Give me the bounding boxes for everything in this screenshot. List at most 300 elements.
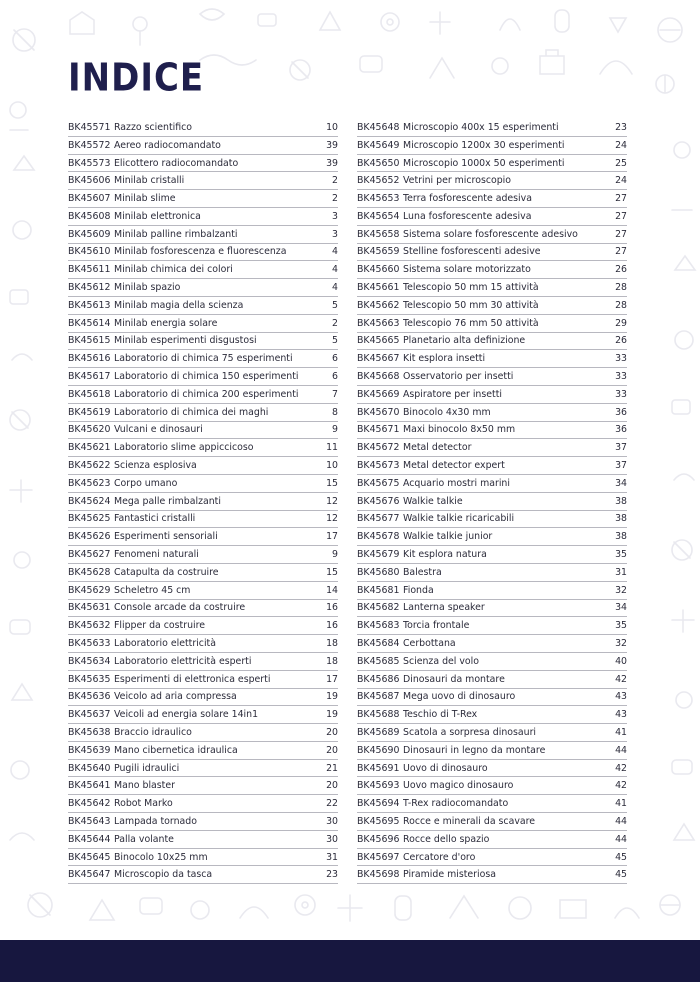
item-page: 40 — [615, 655, 627, 667]
item-page: 7 — [332, 388, 338, 400]
item-name: Acquario mostri marini — [403, 477, 510, 489]
index-row — [68, 689, 338, 707]
item-name: Esperimenti sensoriali — [114, 531, 218, 543]
item-page: 28 — [615, 282, 627, 294]
item-name: Console arcade da costruire — [114, 602, 246, 614]
index-row — [68, 795, 338, 813]
index-row — [357, 297, 627, 315]
item-page: 19 — [326, 691, 338, 703]
item-code: BK45675 — [357, 477, 400, 489]
item-page: 42 — [615, 780, 627, 792]
index-row — [68, 582, 338, 600]
index-row — [357, 261, 627, 279]
item-name: Veicoli ad energia solare 14in1 — [114, 709, 259, 721]
item-page: 22 — [326, 798, 338, 810]
item-name: Uovo magico dinosauro — [403, 780, 514, 792]
index-row — [68, 226, 338, 244]
item-name: Binocolo 4x30 mm — [403, 406, 491, 418]
index-row — [357, 653, 627, 671]
item-name: Minilab slime — [114, 193, 176, 205]
index-row — [68, 671, 338, 689]
item-name: Scatola a sorpresa dinosauri — [403, 727, 537, 738]
item-page: 20 — [326, 780, 338, 792]
item-name: Telescopio 76 mm 50 attività — [403, 317, 539, 329]
item-code: BK45617 — [68, 371, 111, 383]
item-code: BK45658 — [357, 228, 400, 240]
item-name: Razzo scientifico — [114, 121, 193, 133]
item-name: Aereo radiocomandato — [114, 139, 221, 151]
item-page: 6 — [332, 353, 338, 365]
item-code: BK45608 — [68, 210, 111, 222]
item-code: BK45642 — [68, 798, 111, 810]
item-name: Palla volante — [114, 833, 174, 845]
item-code: BK45663 — [357, 317, 400, 329]
item-code: BK45571 — [68, 121, 111, 133]
item-name: Rocce e minerali da scavare — [403, 815, 536, 827]
item-code: BK45641 — [68, 780, 111, 792]
item-name: Kit esplora insetti — [403, 353, 486, 365]
index-row — [68, 457, 338, 475]
item-page: 10 — [326, 460, 338, 472]
item-code: BK45661 — [357, 282, 400, 294]
item-code: BK45612 — [68, 282, 111, 294]
item-name: Laboratorio slime appiccicoso — [114, 442, 254, 454]
item-page: 31 — [615, 566, 627, 578]
index-row — [68, 600, 338, 618]
index-row — [357, 600, 627, 618]
item-code: BK45698 — [357, 869, 400, 881]
item-name: Rocce dello spazio — [403, 833, 490, 845]
item-page: 4 — [332, 282, 338, 294]
index-row — [68, 119, 338, 137]
index-row — [357, 279, 627, 297]
item-code: BK45623 — [68, 477, 111, 489]
index-row — [68, 742, 338, 760]
item-page: 15 — [326, 477, 338, 489]
index-row — [357, 511, 627, 529]
item-page: 2 — [332, 175, 338, 187]
index-row — [68, 564, 338, 582]
index-row — [68, 777, 338, 795]
item-page: 5 — [332, 299, 338, 311]
index-row — [357, 119, 627, 137]
index-row — [357, 350, 627, 368]
item-page: 26 — [615, 264, 627, 276]
index-row — [357, 439, 627, 457]
item-code: BK45678 — [357, 531, 400, 543]
index-column-right — [357, 119, 627, 884]
index-row — [357, 849, 627, 867]
item-code: BK45677 — [357, 513, 400, 525]
item-code: BK45691 — [357, 762, 400, 774]
index-row — [68, 475, 338, 493]
item-code: BK45667 — [357, 353, 400, 365]
item-code: BK45644 — [68, 833, 111, 845]
item-code: BK45639 — [68, 744, 111, 756]
index-row — [68, 813, 338, 831]
index-row — [68, 244, 338, 262]
item-name: Microscopio 1200x 30 esperimenti — [403, 139, 565, 151]
item-code: BK45606 — [68, 175, 111, 187]
item-page: 15 — [326, 566, 338, 578]
item-code: BK45693 — [357, 780, 400, 792]
item-page: 25 — [615, 157, 627, 169]
item-page: 12 — [326, 513, 338, 525]
item-code: BK45653 — [357, 193, 400, 205]
item-code: BK45662 — [357, 299, 400, 311]
item-page: 29 — [615, 317, 627, 329]
item-name: T-Rex radiocomandato — [403, 798, 509, 810]
index-row — [68, 760, 338, 778]
item-page: 14 — [326, 584, 338, 596]
index-row — [357, 244, 627, 262]
item-name: Aspiratore per insetti — [403, 388, 502, 400]
item-page: 44 — [615, 744, 627, 756]
item-page: 35 — [615, 620, 627, 632]
item-code: BK45572 — [68, 139, 111, 151]
item-code: BK45679 — [357, 549, 400, 561]
item-name: Minilab spazio — [114, 282, 181, 294]
item-page: 34 — [615, 602, 627, 614]
item-name: Minilab elettronica — [114, 210, 201, 222]
item-name: Binocolo 10x25 mm — [114, 851, 208, 863]
item-name: Metal detector expert — [403, 460, 505, 472]
item-page: 24 — [615, 139, 627, 151]
index-row — [68, 261, 338, 279]
item-code: BK45615 — [68, 335, 111, 347]
item-name: Robot Marko — [114, 798, 173, 810]
item-name: Scienza esplosiva — [114, 460, 197, 472]
item-code: BK45670 — [357, 406, 400, 418]
index-row — [357, 582, 627, 600]
item-code: BK45649 — [357, 139, 400, 151]
index-row — [357, 777, 627, 795]
item-page: 45 — [615, 851, 627, 863]
item-name: Fenomeni naturali — [114, 549, 199, 561]
item-name: Walkie talkie junior — [403, 531, 493, 543]
index-row — [357, 546, 627, 564]
item-code: BK45620 — [68, 424, 111, 436]
item-page: 33 — [615, 371, 627, 383]
item-name: Laboratorio di chimica 200 esperimenti — [114, 388, 299, 400]
item-page: 2 — [332, 317, 338, 329]
item-name: Cerbottana — [403, 638, 456, 650]
item-page: 12 — [326, 495, 338, 507]
item-page: 33 — [615, 388, 627, 400]
index-row — [68, 386, 338, 404]
item-page: 45 — [615, 869, 627, 881]
index-row — [357, 813, 627, 831]
index-row — [357, 333, 627, 351]
index-row — [68, 172, 338, 190]
item-page: 44 — [615, 815, 627, 827]
index-row — [68, 635, 338, 653]
index-row — [357, 671, 627, 689]
item-code: BK45676 — [357, 495, 400, 507]
item-code: BK45682 — [357, 602, 400, 614]
index-row — [357, 208, 627, 226]
item-code: BK45619 — [68, 406, 111, 418]
item-name: Kit esplora natura — [403, 549, 487, 561]
item-name: Dinosauri in legno da montare — [403, 744, 546, 756]
item-name: Scheletro 45 cm — [114, 584, 191, 596]
item-page: 30 — [326, 815, 338, 827]
index-row — [357, 795, 627, 813]
index-row — [357, 475, 627, 493]
item-code: BK45684 — [357, 638, 400, 650]
item-name: Laboratorio elettricità esperti — [114, 655, 252, 667]
item-page: 3 — [332, 210, 338, 222]
index-row — [68, 404, 338, 422]
index-row — [357, 422, 627, 440]
item-page: 23 — [615, 121, 627, 133]
item-page: 32 — [615, 584, 627, 596]
item-code: BK45686 — [357, 673, 400, 685]
item-code: BK45688 — [357, 709, 400, 721]
item-name: Cercatore d'oro — [403, 851, 476, 863]
item-code: BK45618 — [68, 388, 111, 400]
item-page: 16 — [326, 602, 338, 614]
index-row — [357, 172, 627, 190]
item-page: 35 — [615, 549, 627, 561]
item-code: BK45625 — [68, 513, 111, 525]
item-code: BK45622 — [68, 460, 111, 472]
item-name: Fionda — [403, 584, 434, 596]
item-code: BK45573 — [68, 157, 111, 169]
index-row — [357, 528, 627, 546]
index-row — [68, 724, 338, 742]
item-page: 27 — [615, 246, 627, 258]
item-page: 18 — [326, 638, 338, 650]
item-page: 42 — [615, 762, 627, 774]
item-page: 36 — [615, 406, 627, 418]
index-row — [357, 617, 627, 635]
item-code: BK45652 — [357, 175, 400, 187]
index-row — [68, 333, 338, 351]
item-code: BK45695 — [357, 815, 400, 827]
index-row — [357, 386, 627, 404]
item-code: BK45637 — [68, 709, 111, 721]
item-page: 38 — [615, 531, 627, 543]
item-name: Minilab energia solare — [114, 317, 218, 329]
item-name: Walkie talkie ricaricabili — [403, 513, 515, 525]
item-code: BK45647 — [68, 869, 111, 881]
item-name: Telescopio 50 mm 15 attività — [403, 282, 539, 294]
item-page: 36 — [615, 424, 627, 436]
item-code: BK45690 — [357, 744, 400, 756]
item-code: BK45614 — [68, 317, 111, 329]
index-row — [68, 439, 338, 457]
index-row — [68, 368, 338, 386]
index-row — [68, 279, 338, 297]
item-page: 9 — [332, 424, 338, 436]
index-row — [357, 493, 627, 511]
item-code: BK45683 — [357, 620, 400, 632]
item-page: 4 — [332, 246, 338, 258]
item-code: BK45611 — [68, 264, 111, 276]
item-code: BK45643 — [68, 815, 111, 827]
item-page: 38 — [615, 513, 627, 525]
index-row — [68, 866, 338, 884]
item-page: 26 — [615, 335, 627, 347]
item-code: BK45627 — [68, 549, 111, 561]
index-row — [357, 706, 627, 724]
item-name: Teschio di T-Rex — [403, 709, 478, 721]
item-page: 30 — [326, 833, 338, 845]
item-page: 5 — [332, 335, 338, 347]
item-page: 24 — [615, 175, 627, 187]
index-row — [357, 689, 627, 707]
index-row — [68, 493, 338, 511]
item-name: Pugili idraulici — [114, 762, 180, 774]
item-code: BK45665 — [357, 335, 400, 347]
index-row — [68, 422, 338, 440]
item-name: Planetario alta definizione — [403, 335, 526, 347]
item-page: 23 — [326, 869, 338, 881]
item-name: Fantastici cristalli — [114, 513, 196, 525]
item-name: Mano blaster — [114, 780, 175, 792]
item-name: Corpo umano — [114, 477, 178, 489]
item-page: 20 — [326, 744, 338, 756]
item-name: Walkie talkie — [403, 495, 463, 507]
item-name: Stelline fosforescenti adesive — [403, 246, 541, 258]
index-row — [357, 404, 627, 422]
index-row — [357, 155, 627, 173]
index-row — [357, 457, 627, 475]
item-name: Minilab palline rimbalzanti — [114, 228, 238, 240]
item-code: BK45687 — [357, 691, 400, 703]
item-code: BK45645 — [68, 851, 111, 863]
item-code: BK45626 — [68, 531, 111, 543]
item-code: BK45689 — [357, 727, 400, 738]
item-page: 41 — [615, 727, 627, 738]
item-code: BK45636 — [68, 691, 111, 703]
item-name: Minilab esperimenti disgustosi — [114, 335, 257, 347]
index-row — [357, 137, 627, 155]
item-code: BK45672 — [357, 442, 400, 454]
index-row — [357, 831, 627, 849]
item-name: Lampada tornado — [114, 815, 197, 827]
item-code: BK45621 — [68, 442, 111, 454]
page-title: INDICE — [68, 56, 205, 101]
item-code: BK45628 — [68, 566, 111, 578]
item-name: Scienza del volo — [403, 655, 479, 667]
index-row — [68, 137, 338, 155]
item-page: 34 — [615, 477, 627, 489]
item-name: Maxi binocolo 8x50 mm — [403, 424, 516, 436]
item-name: Microscopio 1000x 50 esperimenti — [403, 157, 565, 169]
item-name: Catapulta da costruire — [114, 566, 219, 578]
item-code: BK45634 — [68, 655, 111, 667]
index-row — [68, 297, 338, 315]
item-name: Braccio idraulico — [114, 727, 192, 738]
item-page: 11 — [326, 442, 338, 454]
footer-bar — [0, 940, 700, 982]
index-row — [68, 831, 338, 849]
item-name: Metal detector — [403, 442, 472, 454]
item-page: 10 — [326, 121, 338, 133]
index-column-left — [68, 119, 338, 884]
item-code: BK45680 — [357, 566, 400, 578]
item-code: BK45669 — [357, 388, 400, 400]
index-row — [68, 653, 338, 671]
index-row — [357, 315, 627, 333]
item-code: BK45609 — [68, 228, 111, 240]
item-page: 28 — [615, 299, 627, 311]
item-page: 38 — [615, 495, 627, 507]
item-name: Lanterna speaker — [403, 602, 485, 614]
item-code: BK45610 — [68, 246, 111, 258]
index-row — [68, 350, 338, 368]
item-code: BK45607 — [68, 193, 111, 205]
item-page: 31 — [326, 851, 338, 863]
item-code: BK45654 — [357, 210, 400, 222]
item-code: BK45635 — [68, 673, 111, 685]
item-code: BK45638 — [68, 727, 111, 738]
item-name: Mega uovo di dinosauro — [403, 691, 516, 703]
item-page: 18 — [326, 655, 338, 667]
item-name: Minilab chimica dei colori — [114, 264, 233, 276]
item-name: Veicolo ad aria compressa — [114, 691, 237, 703]
item-name: Balestra — [403, 566, 442, 578]
item-name: Dinosauri da montare — [403, 673, 505, 685]
index-row — [357, 724, 627, 742]
index-row — [68, 849, 338, 867]
item-code: BK45697 — [357, 851, 400, 863]
item-code: BK45696 — [357, 833, 400, 845]
item-name: Minilab cristalli — [114, 175, 185, 187]
index-row — [68, 208, 338, 226]
item-code: BK45633 — [68, 638, 111, 650]
index-row — [357, 866, 627, 884]
item-code: BK45660 — [357, 264, 400, 276]
item-page: 8 — [332, 406, 338, 418]
item-page: 27 — [615, 228, 627, 240]
item-name: Telescopio 50 mm 30 attività — [403, 299, 539, 311]
item-code: BK45681 — [357, 584, 400, 596]
item-code: BK45694 — [357, 798, 400, 810]
item-name: Laboratorio di chimica dei maghi — [114, 406, 269, 418]
item-page: 17 — [326, 531, 338, 543]
index-row — [357, 635, 627, 653]
item-page: 9 — [332, 549, 338, 561]
item-name: Esperimenti di elettronica esperti — [114, 673, 271, 685]
index-row — [357, 368, 627, 386]
item-code: BK45673 — [357, 460, 400, 472]
item-page: 33 — [615, 353, 627, 365]
index-row — [68, 617, 338, 635]
item-page: 6 — [332, 371, 338, 383]
item-name: Laboratorio elettricità — [114, 638, 216, 650]
item-name: Minilab fosforescenza e fluorescenza — [114, 246, 287, 258]
item-page: 42 — [615, 673, 627, 685]
index-row — [357, 190, 627, 208]
item-name: Vulcani e dinosauri — [114, 424, 203, 436]
item-page: 37 — [615, 460, 627, 472]
item-code: BK45648 — [357, 121, 400, 133]
index-row — [68, 546, 338, 564]
index-row — [68, 315, 338, 333]
index-row — [357, 742, 627, 760]
item-code: BK45632 — [68, 620, 111, 632]
item-page: 32 — [615, 638, 627, 650]
item-code: BK45640 — [68, 762, 111, 774]
item-name: Sistema solare fosforescente adesivo — [403, 228, 578, 240]
item-code: BK45685 — [357, 655, 400, 667]
index-row — [68, 511, 338, 529]
item-name: Vetrini per microscopio — [403, 175, 512, 187]
item-code: BK45629 — [68, 584, 111, 596]
